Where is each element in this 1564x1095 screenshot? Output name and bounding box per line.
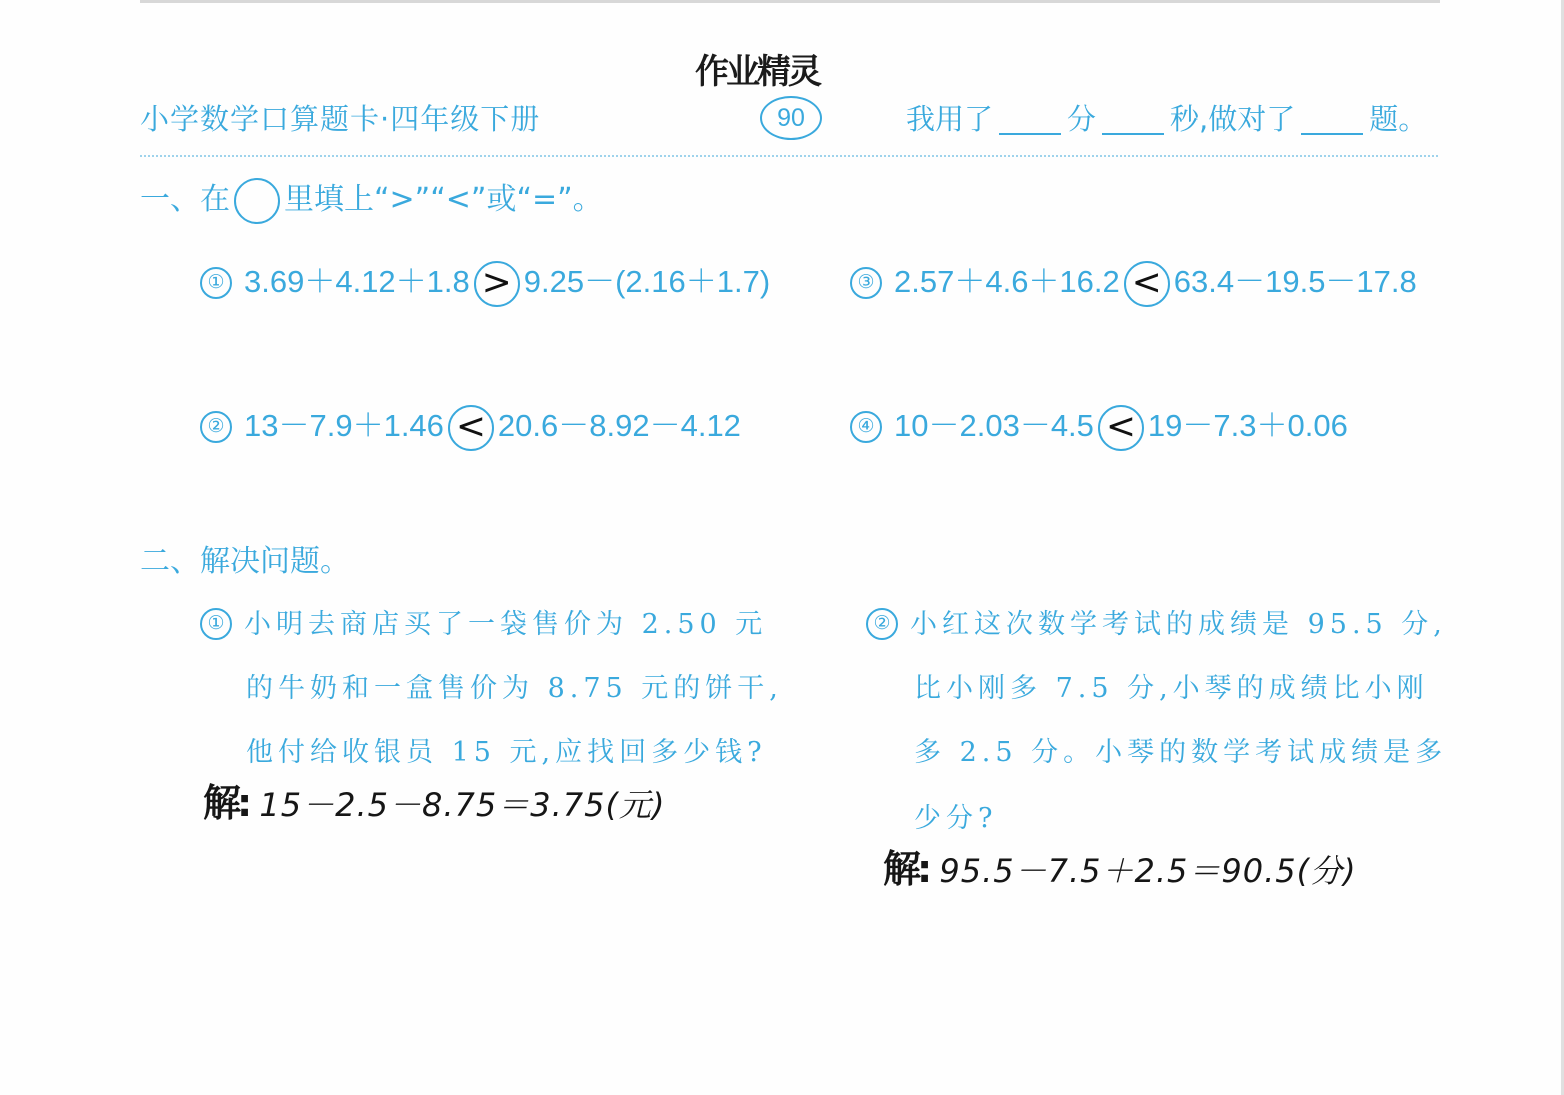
compare-answer: < <box>1098 405 1144 451</box>
minutes-blank <box>999 133 1061 135</box>
problem2-text-1: 小红这次数学考试的成绩是 95.5 分, <box>910 609 1447 640</box>
problem1-line1 <box>200 602 767 641</box>
page-number-badge: 90 <box>760 96 822 140</box>
expr-right: 63.4－19.5－17.8 <box>1173 264 1417 299</box>
compare-answer: < <box>448 405 494 451</box>
expr-right: 20.6－8.92－4.12 <box>497 408 741 443</box>
problem2-line4: 少分? <box>914 803 998 834</box>
item-number: ④ <box>850 411 882 443</box>
problem1-text-1: 小明去商店买了一袋售价为 2.50 元 <box>244 609 768 640</box>
problem2-line2: 比小刚多 7.5 分,小琴的成绩比小刚 <box>914 673 1429 704</box>
section2-title: 二、解决问题。 <box>140 544 350 579</box>
section1-title-prefix: 一、在 <box>140 182 230 217</box>
circle-blank-icon <box>234 178 280 224</box>
problem-number: ① <box>200 608 232 640</box>
item-number: ③ <box>850 267 882 299</box>
timer-text-4: 题。 <box>1369 102 1428 136</box>
timer-text-3: 秒,做对了 <box>1170 102 1296 136</box>
seconds-blank <box>1102 133 1164 135</box>
expr-left: 10－2.03－4.5 <box>894 408 1094 443</box>
timer-text-2: 分 <box>1067 102 1097 136</box>
problem1-line3: 他付给收银员 15 元,应找回多少钱? <box>246 737 767 768</box>
problem2-line1 <box>866 602 1447 641</box>
timer-line <box>906 97 1427 138</box>
problem-number: ② <box>866 608 898 640</box>
correct-count-blank <box>1301 133 1363 135</box>
item-number: ① <box>200 267 232 299</box>
solution-label: 解: <box>203 781 249 825</box>
expr-right: 9.25－(2.16＋1.7) <box>523 264 771 299</box>
solution-label: 解: <box>883 847 929 891</box>
problem2-handwritten-solution <box>883 838 1357 893</box>
expr-left: 13－7.9＋1.46 <box>244 408 444 443</box>
stamp-watermark: 作业精灵 <box>695 52 819 92</box>
problem2-line3: 多 2.5 分。小琴的数学考试成绩是多 <box>914 737 1448 768</box>
expr-left: 3.69＋4.12＋1.8 <box>244 264 470 299</box>
compare-item-1 <box>200 256 770 307</box>
item-number: ② <box>200 411 232 443</box>
scan-edge-top <box>140 0 1440 3</box>
section1-title <box>140 174 603 224</box>
compare-item-4 <box>850 400 1348 451</box>
solution-expression: 15－2.5－8.75＝3.75(元) <box>259 786 666 824</box>
header-title: 小学数学口算题卡·四年级下册 <box>140 102 541 136</box>
timer-text-1: 我用了 <box>906 102 994 136</box>
problem1-handwritten-solution <box>203 772 665 827</box>
solution-expression: 95.5－7.5＋2.5＝90.5(分) <box>939 852 1357 890</box>
problem1-line2: 的牛奶和一盒售价为 8.75 元的饼干, <box>246 673 783 704</box>
compare-answer: > <box>474 261 520 307</box>
compare-answer: < <box>1124 261 1170 307</box>
section1-title-suffix: 里填上“>”“<”或“=”。 <box>284 182 603 217</box>
compare-item-3 <box>850 256 1417 307</box>
header-divider <box>140 155 1438 157</box>
compare-item-2 <box>200 400 741 451</box>
expr-right: 19－7.3＋0.06 <box>1147 408 1348 443</box>
expr-left: 2.57＋4.6＋16.2 <box>894 264 1120 299</box>
